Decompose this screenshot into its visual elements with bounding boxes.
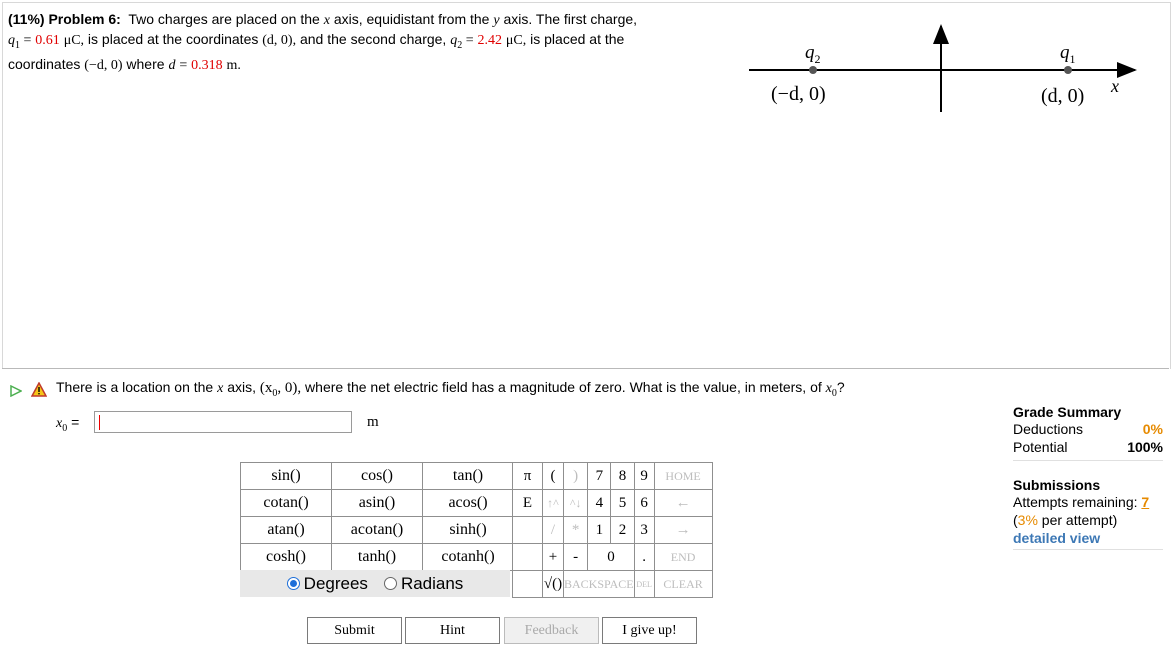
problem-text-part: Two charges are placed on the xyxy=(128,11,320,27)
asin-button[interactable]: asin() xyxy=(332,490,423,517)
problem-points: (11%) xyxy=(8,11,45,27)
key-1[interactable]: 1 xyxy=(588,517,611,544)
delete-button[interactable]: DEL xyxy=(634,571,654,598)
problem-text-part: is placed at the xyxy=(530,31,625,47)
d-unit: m. xyxy=(226,57,241,73)
key-4[interactable]: 4 xyxy=(588,490,611,517)
acos-button[interactable]: acos() xyxy=(423,490,514,517)
key-5[interactable]: 5 xyxy=(611,490,634,517)
math-var: x xyxy=(323,13,330,28)
key-7[interactable]: 7 xyxy=(588,463,611,490)
x-axis-label: x xyxy=(1111,76,1119,96)
hint-button[interactable]: Hint xyxy=(405,617,500,644)
key-0[interactable]: 0 xyxy=(588,544,634,571)
acotan-button[interactable]: acotan() xyxy=(332,517,423,544)
right-arrow-button[interactable]: → xyxy=(654,517,712,544)
sin-button[interactable]: sin() xyxy=(241,463,332,490)
number-keypad xyxy=(512,462,713,598)
left-coord-label: (−d, 0) xyxy=(771,83,826,105)
grade-summary-panel xyxy=(1013,404,1163,566)
clear-button[interactable]: CLEAR xyxy=(654,571,712,598)
q1-charge-dot xyxy=(1064,66,1072,74)
problem-statement xyxy=(8,10,708,75)
question-divider xyxy=(2,368,1169,369)
e-button[interactable]: E xyxy=(513,490,543,517)
key-6[interactable]: 6 xyxy=(634,490,654,517)
decimal-button[interactable]: . xyxy=(634,544,654,571)
cosh-button[interactable]: cosh() xyxy=(241,544,332,571)
unit-uc: μC, xyxy=(63,33,85,48)
function-keypad xyxy=(240,462,514,571)
open-paren-button[interactable]: ( xyxy=(543,463,564,490)
play-icon[interactable] xyxy=(10,385,22,397)
question-prompt: There is a location on the x axis, ($x_0$, 0), where the net electric field has a magnitude of zero. What is the value, in meters, of $x_0$? xyxy=(56,379,845,399)
divide-button[interactable]: / xyxy=(543,517,564,544)
cos-button[interactable]: cos() xyxy=(332,463,423,490)
coord-minus-d: (−d, 0) xyxy=(84,57,123,73)
left-arrow-button[interactable]: ← xyxy=(654,490,712,517)
backspace-button[interactable]: BACKSPACE xyxy=(564,571,635,598)
warning-icon xyxy=(31,382,47,397)
charge-diagram xyxy=(745,20,1145,120)
sinh-button[interactable]: sinh() xyxy=(423,517,514,544)
blank-key xyxy=(513,544,543,571)
tanh-button[interactable]: tanh() xyxy=(332,544,423,571)
key-3[interactable]: 3 xyxy=(634,517,654,544)
submit-button[interactable]: Submit xyxy=(307,617,402,644)
attempts-remaining-value: 7 xyxy=(1141,494,1150,510)
answer-label: $x_0$ = xyxy=(56,414,80,434)
key-2[interactable]: 2 xyxy=(611,517,634,544)
plus-button[interactable]: + xyxy=(543,544,564,571)
tan-button[interactable]: tan() xyxy=(423,463,514,490)
problem-text-part: where xyxy=(126,55,165,72)
d-value: 0.318 xyxy=(191,57,223,73)
feedback-button[interactable]: Feedback xyxy=(504,617,599,644)
q1-label: $q_1$ xyxy=(1060,42,1076,66)
minus-button[interactable]: - xyxy=(564,544,588,571)
problem-text-part: axis. The first charge, xyxy=(503,11,638,27)
close-paren-button[interactable]: ) xyxy=(564,463,588,490)
atan-button[interactable]: atan() xyxy=(241,517,332,544)
problem-text-part: coordinates xyxy=(8,55,81,72)
attempts-info: Attempts remaining: 7 (3% per attempt) detailed view xyxy=(1013,494,1150,546)
cotan-button[interactable]: cotan() xyxy=(241,490,332,517)
superscript-down-button[interactable]: ^↓ xyxy=(564,490,588,517)
end-button[interactable]: END xyxy=(654,544,712,571)
answer-unit: m xyxy=(367,414,379,430)
problem-text-part: is placed at the coordinates xyxy=(87,31,259,47)
cotanh-button[interactable]: cotanh() xyxy=(423,544,514,571)
give-up-button[interactable]: I give up! xyxy=(602,617,697,644)
problem-title: Problem 6: xyxy=(48,11,121,27)
grade-summary-title: Grade Summary xyxy=(1013,404,1122,420)
pi-button[interactable]: π xyxy=(513,463,543,490)
grade-divider xyxy=(1013,460,1163,461)
submissions-divider xyxy=(1013,549,1163,550)
submissions-title: Submissions xyxy=(1013,477,1101,493)
right-coord-label: (d, 0) xyxy=(1041,85,1085,107)
multiply-button[interactable]: * xyxy=(564,517,588,544)
q1-symbol: $q_1$ = xyxy=(8,33,32,51)
q2-value: 2.42 xyxy=(477,33,503,48)
detailed-view-link[interactable]: detailed view xyxy=(1013,530,1101,546)
key-8[interactable]: 8 xyxy=(611,463,634,490)
degrees-radio[interactable] xyxy=(287,577,300,590)
q1-value: 0.61 xyxy=(35,33,60,48)
home-button[interactable]: HOME xyxy=(654,463,712,490)
key-9[interactable]: 9 xyxy=(634,463,654,490)
radians-option[interactable]: Radians xyxy=(384,574,463,594)
degrees-option[interactable]: Degrees xyxy=(287,574,368,594)
text-caret xyxy=(99,415,100,430)
sqrt-button[interactable]: √() xyxy=(543,571,564,598)
q2-charge-dot xyxy=(809,66,817,74)
radians-radio[interactable] xyxy=(384,577,397,590)
unit-uc: μC, xyxy=(505,33,527,48)
coord-d: (d, 0), xyxy=(262,33,297,48)
equals-sign: = xyxy=(179,57,188,73)
math-var: y xyxy=(493,13,500,28)
q2-label: $q_2$ xyxy=(805,42,821,66)
blank-key xyxy=(513,571,543,598)
q2-symbol: $q_2$ = xyxy=(450,33,474,51)
superscript-up-button[interactable]: ↑^ xyxy=(543,490,564,517)
angle-mode-selector xyxy=(240,570,510,597)
answer-input[interactable] xyxy=(94,411,352,433)
problem-text-part: and the second charge, xyxy=(299,31,447,47)
math-var: d xyxy=(168,57,176,73)
problem-text-part: axis, equidistant from the xyxy=(333,11,490,27)
blank-key xyxy=(513,517,543,544)
potential-row: Potential 100% xyxy=(1013,439,1163,455)
deductions-row: Deductions 0% xyxy=(1013,421,1163,437)
